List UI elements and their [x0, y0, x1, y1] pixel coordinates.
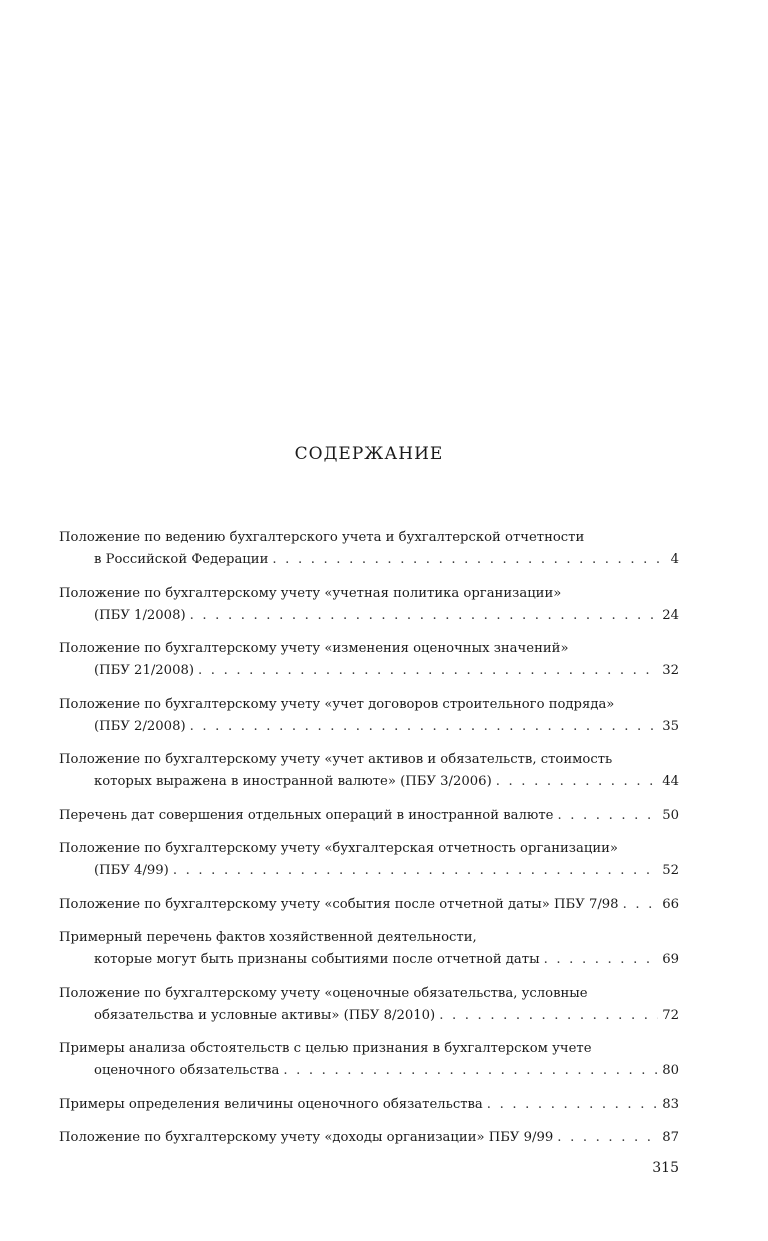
- dot-leader: [439, 1005, 658, 1027]
- toc-entry-title-cont: оценочного обязательства: [94, 1063, 280, 1078]
- toc-entry-title: Положение по бухгалтерскому учету «события после отчетной даты» ПБУ 7/98: [59, 896, 619, 912]
- toc-page-number: 80: [662, 1063, 679, 1078]
- toc-entry-title: Примерный перечень фактов хозяйственной деятельности,: [59, 930, 477, 945]
- toc-entry-title-cont: (ПБУ 21/2008): [94, 663, 194, 678]
- toc-entry-title: Примеры анализа обстоятельств с целью признания в бухгалтерском учете: [59, 1041, 592, 1056]
- toc-entry-title: Положение по бухгалтерскому учету «учет активов и обязательств, стоимость: [59, 752, 613, 767]
- toc-entry[interactable]: [59, 1094, 679, 1116]
- toc-entry[interactable]: [59, 838, 679, 882]
- toc-entry-title-cont: (ПБУ 2/2008): [94, 718, 186, 734]
- dot-leader: [623, 894, 659, 916]
- toc-entry-title-cont: (ПБУ 4/99): [94, 863, 169, 878]
- toc-entry-title: Положение по бухгалтерскому учету «доходы организации» ПБУ 9/99: [59, 1130, 554, 1145]
- toc-page-number: 32: [662, 663, 679, 678]
- toc-page-number: 66: [662, 896, 679, 912]
- dot-leader: [557, 1127, 658, 1149]
- toc-entry-title-cont: которые могут быть признаны событиями после отчетной даты: [94, 952, 540, 967]
- toc-entry-title: Перечень дат совершения отдельных операций в иностранной валюте: [59, 807, 554, 823]
- toc-entry[interactable]: [59, 983, 679, 1027]
- toc-entry-title-cont: в Российской Федерации: [94, 552, 269, 567]
- table-of-contents: [59, 527, 679, 1161]
- toc-entry-title: Положение по бухгалтерскому учету «учет договоров строительного подряда»: [59, 696, 615, 712]
- toc-page-number: 4: [670, 552, 679, 567]
- toc-page-number: 83: [662, 1096, 679, 1112]
- toc-entry[interactable]: [59, 749, 679, 793]
- dot-leader: [198, 660, 658, 682]
- toc-entry-title: Положение по бухгалтерскому учету «изменения оценочных значений»: [59, 641, 569, 656]
- toc-entry[interactable]: [59, 805, 679, 827]
- dot-leader: [173, 860, 658, 882]
- toc-entry-title: Положение по ведению бухгалтерского учета и бухгалтерской отчетности: [59, 530, 585, 545]
- toc-heading: СОДЕРЖАНИЕ: [294, 444, 444, 464]
- toc-entry-title: Положение по бухгалтерскому учету «оценочные обязательства, условные: [59, 985, 588, 1001]
- toc-entry[interactable]: [59, 894, 679, 916]
- dot-leader: [557, 805, 658, 827]
- toc-entry[interactable]: [59, 1038, 679, 1082]
- toc-page-number: 50: [662, 807, 679, 823]
- toc-entry-title-cont: которых выражена в иностранной валюте» (ПБУ 3/2006): [94, 774, 492, 789]
- dot-leader: [190, 605, 659, 627]
- toc-page-number: 87: [662, 1130, 679, 1145]
- toc-entry[interactable]: [59, 583, 679, 627]
- toc-page-number: 44: [662, 774, 679, 789]
- toc-entry-title-cont: (ПБУ 1/2008): [94, 607, 186, 623]
- toc-entry[interactable]: [59, 927, 679, 971]
- dot-leader: [496, 771, 659, 793]
- toc-page-number: 72: [662, 1007, 679, 1023]
- dot-leader: [487, 1094, 658, 1116]
- page-number: 315: [652, 1160, 679, 1176]
- toc-page-number: 52: [662, 863, 679, 878]
- toc-entry[interactable]: [59, 1127, 679, 1149]
- toc-page-number: 35: [662, 718, 679, 734]
- toc-page-number: 69: [662, 952, 679, 967]
- toc-entry-title: Положение по бухгалтерскому учету «учетная политика организации»: [59, 585, 562, 601]
- dot-leader: [190, 716, 659, 738]
- dot-leader: [283, 1060, 658, 1082]
- toc-entry-title: Примеры определения величины оценочного обязательства: [59, 1096, 483, 1112]
- toc-page-number: 24: [662, 607, 679, 623]
- dot-leader: [544, 949, 659, 971]
- toc-entry-title: Положение по бухгалтерскому учету «бухгалтерская отчетность организации»: [59, 841, 618, 856]
- toc-entry[interactable]: [59, 638, 679, 682]
- toc-entry[interactable]: [59, 694, 679, 738]
- dot-leader: [272, 549, 666, 571]
- toc-entry[interactable]: [59, 527, 679, 571]
- toc-entry-title-cont: обязательства и условные активы» (ПБУ 8/2010): [94, 1007, 436, 1023]
